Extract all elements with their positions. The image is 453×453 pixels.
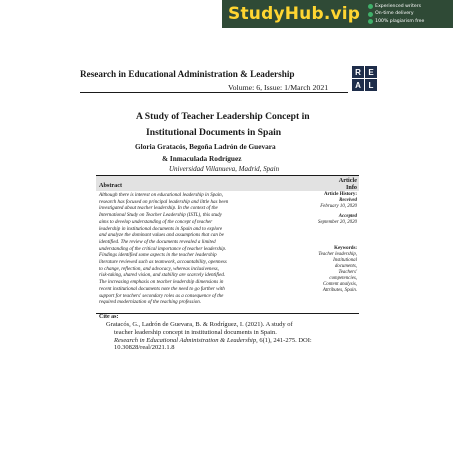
affiliation: Universidad Villanueva, Madrid, Spain <box>169 165 280 173</box>
accepted-date: September 20, 2020 <box>318 220 357 225</box>
abstract-line: and analyze the dominant values and assumptions that can be <box>99 232 224 239</box>
volume-issue: Volume: 6, Issue: 1/March 2021 <box>228 83 329 92</box>
authors-line: & Inmaculada Rodríguez <box>162 154 242 163</box>
abstract-line: literature reviewed such as teamwork, accountability, openness <box>99 259 227 266</box>
received-date: February 10, 2020 <box>320 204 357 209</box>
citation: Gratacós, G., Ladrón de Guevara, B. & Rodríguez, I. (2021). A study of teacher leadership concept in institutional documents in Spain. Research in Educational Administration & Leadership, 6(1), 241-275. DOI: 10.30828/real/2021.1.8 <box>106 321 362 352</box>
abstract-body <box>99 192 299 306</box>
abstract-line: support for teachers' secondary roles as a consequence of the <box>99 292 224 299</box>
abstract-line: aims to develop understanding of the concept of teacher <box>99 218 213 225</box>
authors-line: Gloria Gratacós, Begoña Ladrón de Guevara <box>135 142 276 151</box>
check-icon <box>368 19 373 24</box>
cite-label: Cite as: <box>99 314 119 320</box>
doi: 10.30828/real/2021.1.8 <box>114 344 175 352</box>
abstract-line: required modernization of the teaching profession. <box>99 299 202 306</box>
logo-letter: L <box>365 79 377 91</box>
abstract-line: investigated about teacher leadership. In the context of the <box>99 205 218 212</box>
abstract-line: recent institutional documents note the need to go further with <box>99 285 225 292</box>
header-divider <box>80 92 348 93</box>
abstract-header <box>96 176 359 191</box>
article-title-line: A Study of Teacher Leadership Concept in <box>136 111 310 122</box>
abstract-bottom-rule <box>96 313 359 314</box>
promo-banner[interactable] <box>222 0 453 28</box>
check-icon <box>368 4 373 9</box>
logo-letter: E <box>365 66 377 78</box>
logo-letter: R <box>352 66 364 78</box>
article-info-label: Article Info <box>338 177 357 191</box>
journal-name: Research in Educational Administration & Leadership <box>80 69 295 79</box>
abstract-line: research has focused on principal leadership and little has been <box>99 198 229 205</box>
abstract-line: International Study on Teacher Leadership (ISTL), this study <box>99 212 222 219</box>
article-title-line: Institutional Documents in Spain <box>146 127 282 138</box>
check-icon <box>368 12 373 17</box>
abstract-line: The increasing emphasis on teacher leadership dimensions in <box>99 279 224 286</box>
studyhub-logo[interactable]: StudyHub.vip <box>228 4 361 24</box>
abstract-line: identified. The review of the documents revealed a limited <box>99 238 216 245</box>
abstract-line: to change, reflection, and advocacy, whereas inclusiveness, <box>99 265 219 272</box>
feature-list <box>368 3 424 26</box>
journal-logo <box>352 66 377 91</box>
logo-letter: A <box>352 79 364 91</box>
article-history: Article History: Received February 10, 2020 Accepted September 20, 2020 <box>300 192 357 226</box>
abstract-line: risk-taking, shared vision, and stability are scarcely identified. <box>99 272 226 279</box>
feature-item: 100% plagiarism free <box>368 18 424 26</box>
abstract-line: leadership in institutional documents in Spain and to explore <box>99 225 223 232</box>
feature-item: Experienced writers <box>368 3 424 11</box>
keywords: Keywords: Teacher leadership, Institutional documents, Teachers' competencies, Content analysis, Attributes, Spain. <box>318 246 357 293</box>
feature-item: On-time delivery <box>368 10 424 18</box>
abstract-label: Abstract <box>99 182 123 189</box>
abstract-line: Findings identified some aspects in the teacher leadership <box>99 252 217 259</box>
abstract-line: Although there is interest on educational leadership in Spain, <box>99 192 223 198</box>
abstract-line: understanding of the critical importance of teacher leadership. <box>99 245 227 252</box>
